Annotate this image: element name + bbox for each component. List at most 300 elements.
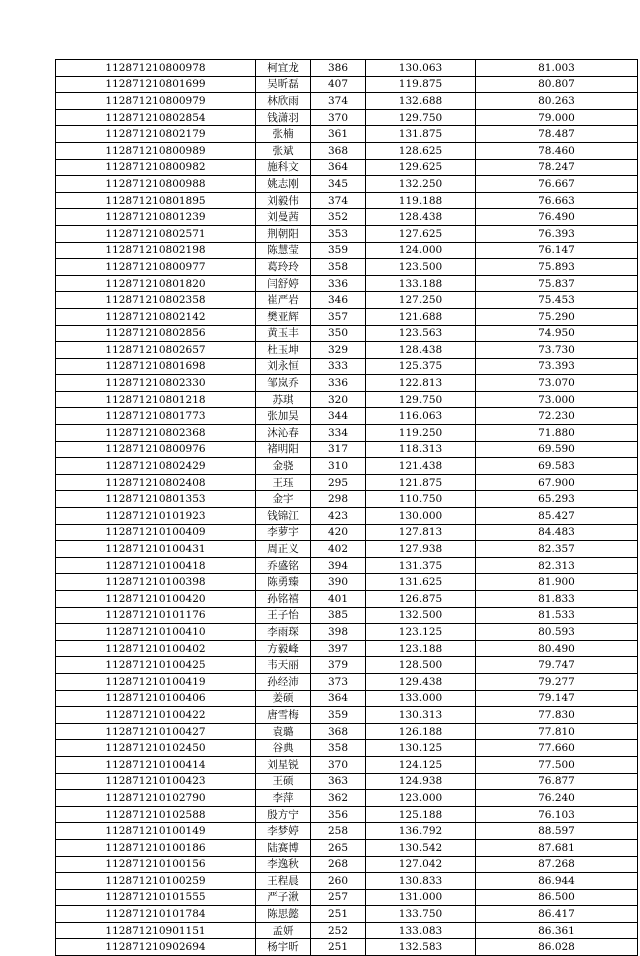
table-row (56, 889, 638, 906)
score-2-cell: 129.750 (366, 109, 476, 126)
candidate-id-cell: 112871210100259 (56, 873, 256, 890)
score-1-cell: 370 (311, 756, 366, 773)
score-2-cell: 121.438 (366, 458, 476, 475)
candidate-id-cell: 112871210801698 (56, 358, 256, 375)
score-2-cell: 136.792 (366, 823, 476, 840)
candidate-id-cell: 112871210100420 (56, 591, 256, 608)
score-3-cell: 75.893 (476, 259, 638, 276)
candidate-id-cell: 112871210100425 (56, 657, 256, 674)
score-3-cell: 80.593 (476, 624, 638, 641)
score-1-cell: 295 (311, 474, 366, 491)
candidate-id-cell: 112871210100409 (56, 524, 256, 541)
score-3-cell: 80.263 (476, 93, 638, 110)
candidate-id-cell: 112871210802571 (56, 225, 256, 242)
score-3-cell: 77.500 (476, 756, 638, 773)
score-1-cell: 379 (311, 657, 366, 674)
score-2-cell: 118.313 (366, 441, 476, 458)
candidate-id-cell: 112871210802179 (56, 126, 256, 143)
score-1-cell: 357 (311, 308, 366, 325)
score-2-cell: 125.188 (366, 806, 476, 823)
score-3-cell: 67.900 (476, 474, 638, 491)
score-1-cell: 364 (311, 690, 366, 707)
score-3-cell: 69.583 (476, 458, 638, 475)
candidate-id-cell: 112871210101923 (56, 508, 256, 525)
candidate-id-cell: 112871210100149 (56, 823, 256, 840)
score-3-cell: 86.028 (476, 939, 638, 956)
score-2-cell: 132.583 (366, 939, 476, 956)
score-3-cell: 79.277 (476, 673, 638, 690)
score-3-cell: 86.361 (476, 922, 638, 939)
score-3-cell: 76.663 (476, 192, 638, 209)
candidate-id-cell: 112871210100427 (56, 723, 256, 740)
score-3-cell: 79.000 (476, 109, 638, 126)
table-row (56, 60, 638, 77)
name-cell: 苏琪 (256, 391, 311, 408)
score-2-cell: 127.250 (366, 292, 476, 309)
candidate-id-cell: 112871210102790 (56, 790, 256, 807)
name-cell: 殷方宁 (256, 806, 311, 823)
table-row (56, 557, 638, 574)
name-cell: 吴昕磊 (256, 76, 311, 93)
table-row (56, 491, 638, 508)
score-1-cell: 268 (311, 856, 366, 873)
score-2-cell: 131.875 (366, 126, 476, 143)
score-3-cell: 88.597 (476, 823, 638, 840)
score-2-cell: 130.063 (366, 60, 476, 77)
score-1-cell: 260 (311, 873, 366, 890)
score-1-cell: 346 (311, 292, 366, 309)
candidate-id-cell: 112871210801239 (56, 209, 256, 226)
candidate-id-cell: 112871210800989 (56, 142, 256, 159)
name-cell: 严子湫 (256, 889, 311, 906)
name-cell: 韦天丽 (256, 657, 311, 674)
score-2-cell: 128.625 (366, 142, 476, 159)
score-1-cell: 258 (311, 823, 366, 840)
table-row (56, 342, 638, 359)
name-cell: 刘毅伟 (256, 192, 311, 209)
candidate-id-cell: 112871210800979 (56, 93, 256, 110)
name-cell: 张楠 (256, 126, 311, 143)
score-3-cell: 81.003 (476, 60, 638, 77)
score-2-cell: 133.750 (366, 906, 476, 923)
table-row (56, 292, 638, 309)
candidate-id-cell: 112871210802330 (56, 375, 256, 392)
name-cell: 葛玲玲 (256, 259, 311, 276)
score-2-cell: 128.500 (366, 657, 476, 674)
score-1-cell: 368 (311, 142, 366, 159)
candidate-id-cell: 112871210800977 (56, 259, 256, 276)
name-cell: 李萍 (256, 790, 311, 807)
score-2-cell: 123.000 (366, 790, 476, 807)
table-row (56, 773, 638, 790)
name-cell: 孙经沛 (256, 673, 311, 690)
score-1-cell: 334 (311, 425, 366, 442)
candidate-id-cell: 112871210802856 (56, 325, 256, 342)
name-cell: 陈思懿 (256, 906, 311, 923)
name-cell: 刘星锐 (256, 756, 311, 773)
candidate-id-cell: 112871210801218 (56, 391, 256, 408)
score-2-cell: 131.000 (366, 889, 476, 906)
name-cell: 姜硕 (256, 690, 311, 707)
score-3-cell: 71.880 (476, 425, 638, 442)
score-2-cell: 124.125 (366, 756, 476, 773)
name-cell: 黄玉丰 (256, 325, 311, 342)
score-2-cell: 132.500 (366, 607, 476, 624)
name-cell: 金骁 (256, 458, 311, 475)
score-2-cell: 124.938 (366, 773, 476, 790)
name-cell: 乔盛铭 (256, 557, 311, 574)
score-3-cell: 73.000 (476, 391, 638, 408)
score-3-cell: 87.681 (476, 839, 638, 856)
score-1-cell: 359 (311, 707, 366, 724)
name-cell: 钱潇羽 (256, 109, 311, 126)
score-3-cell: 78.247 (476, 159, 638, 176)
score-2-cell: 127.813 (366, 524, 476, 541)
score-1-cell: 336 (311, 375, 366, 392)
score-1-cell: 265 (311, 839, 366, 856)
score-1-cell: 385 (311, 607, 366, 624)
table-row (56, 259, 638, 276)
name-cell: 褚明阳 (256, 441, 311, 458)
name-cell: 林欣雨 (256, 93, 311, 110)
table-row (56, 275, 638, 292)
candidate-id-cell: 112871210800982 (56, 159, 256, 176)
score-2-cell: 129.438 (366, 673, 476, 690)
score-3-cell: 74.950 (476, 325, 638, 342)
score-3-cell: 76.103 (476, 806, 638, 823)
name-cell: 方毅峰 (256, 640, 311, 657)
name-cell: 刘曼茜 (256, 209, 311, 226)
table-row (56, 574, 638, 591)
candidate-id-cell: 112871210901151 (56, 922, 256, 939)
score-3-cell: 75.453 (476, 292, 638, 309)
score-1-cell: 356 (311, 806, 366, 823)
score-1-cell: 370 (311, 109, 366, 126)
candidate-id-cell: 112871210102450 (56, 740, 256, 757)
candidate-id-cell: 112871210902694 (56, 939, 256, 956)
table-row (56, 806, 638, 823)
score-2-cell: 126.188 (366, 723, 476, 740)
score-2-cell: 119.875 (366, 76, 476, 93)
table-row (56, 906, 638, 923)
name-cell: 刘永恒 (256, 358, 311, 375)
score-3-cell: 72.230 (476, 408, 638, 425)
score-1-cell: 402 (311, 541, 366, 558)
score-2-cell: 119.188 (366, 192, 476, 209)
score-2-cell: 130.125 (366, 740, 476, 757)
name-cell: 孟妍 (256, 922, 311, 939)
score-2-cell: 129.625 (366, 159, 476, 176)
table-row (56, 756, 638, 773)
score-2-cell: 121.875 (366, 474, 476, 491)
name-cell: 袁璐 (256, 723, 311, 740)
score-1-cell: 298 (311, 491, 366, 508)
name-cell: 闫舒婷 (256, 275, 311, 292)
score-3-cell: 75.290 (476, 308, 638, 325)
candidate-id-cell: 112871210802854 (56, 109, 256, 126)
score-2-cell: 124.000 (366, 242, 476, 259)
table-row (56, 308, 638, 325)
name-cell: 邹岚乔 (256, 375, 311, 392)
name-cell: 樊亚辉 (256, 308, 311, 325)
score-2-cell: 133.083 (366, 922, 476, 939)
candidate-id-cell: 112871210101176 (56, 607, 256, 624)
score-1-cell: 373 (311, 673, 366, 690)
score-1-cell: 320 (311, 391, 366, 408)
score-1-cell: 345 (311, 176, 366, 193)
name-cell: 张加昊 (256, 408, 311, 425)
score-1-cell: 358 (311, 740, 366, 757)
score-3-cell: 76.240 (476, 790, 638, 807)
score-3-cell: 81.900 (476, 574, 638, 591)
name-cell: 柯宜龙 (256, 60, 311, 77)
score-3-cell: 78.460 (476, 142, 638, 159)
score-1-cell: 257 (311, 889, 366, 906)
score-3-cell: 73.730 (476, 342, 638, 359)
score-2-cell: 130.000 (366, 508, 476, 525)
candidate-id-cell: 112871210100410 (56, 624, 256, 641)
name-cell: 钱锦江 (256, 508, 311, 525)
score-2-cell: 123.563 (366, 325, 476, 342)
score-2-cell: 130.833 (366, 873, 476, 890)
table-row (56, 375, 638, 392)
table-row (56, 508, 638, 525)
score-2-cell: 130.313 (366, 707, 476, 724)
table-row (56, 109, 638, 126)
table-row (56, 142, 638, 159)
score-2-cell: 127.938 (366, 541, 476, 558)
score-1-cell: 358 (311, 259, 366, 276)
candidate-id-cell: 112871210100186 (56, 839, 256, 856)
table-row (56, 209, 638, 226)
candidate-id-cell: 112871210801895 (56, 192, 256, 209)
score-3-cell: 76.147 (476, 242, 638, 259)
name-cell: 李逸秋 (256, 856, 311, 873)
table-row (56, 524, 638, 541)
score-3-cell: 82.357 (476, 541, 638, 558)
score-1-cell: 350 (311, 325, 366, 342)
score-1-cell: 310 (311, 458, 366, 475)
table-row (56, 325, 638, 342)
score-3-cell: 81.533 (476, 607, 638, 624)
table-row (56, 657, 638, 674)
table-row (56, 673, 638, 690)
candidate-id-cell: 112871210801353 (56, 491, 256, 508)
table-row (56, 441, 638, 458)
score-3-cell: 81.833 (476, 591, 638, 608)
score-1-cell: 362 (311, 790, 366, 807)
score-3-cell: 82.313 (476, 557, 638, 574)
table-row (56, 723, 638, 740)
table-row (56, 640, 638, 657)
score-1-cell: 352 (311, 209, 366, 226)
score-3-cell: 69.590 (476, 441, 638, 458)
candidate-id-cell: 112871210100431 (56, 541, 256, 558)
score-3-cell: 73.070 (476, 375, 638, 392)
candidate-id-cell: 112871210802358 (56, 292, 256, 309)
score-1-cell: 394 (311, 557, 366, 574)
score-2-cell: 127.625 (366, 225, 476, 242)
candidate-id-cell: 112871210100156 (56, 856, 256, 873)
score-1-cell: 398 (311, 624, 366, 641)
table-row (56, 159, 638, 176)
candidate-id-cell: 112871210100406 (56, 690, 256, 707)
table-row (56, 242, 638, 259)
candidate-id-cell: 112871210100419 (56, 673, 256, 690)
name-cell: 杜玉坤 (256, 342, 311, 359)
candidate-id-cell: 112871210802142 (56, 308, 256, 325)
score-1-cell: 374 (311, 93, 366, 110)
table-row (56, 93, 638, 110)
candidate-id-cell: 112871210802657 (56, 342, 256, 359)
score-3-cell: 86.417 (476, 906, 638, 923)
score-1-cell: 361 (311, 126, 366, 143)
table-row (56, 707, 638, 724)
candidate-id-cell: 112871210101555 (56, 889, 256, 906)
score-3-cell: 75.837 (476, 275, 638, 292)
score-2-cell: 126.875 (366, 591, 476, 608)
score-2-cell: 123.125 (366, 624, 476, 641)
score-3-cell: 86.500 (476, 889, 638, 906)
table-row (56, 458, 638, 475)
candidate-id-cell: 112871210801820 (56, 275, 256, 292)
candidate-id-cell: 112871210100422 (56, 707, 256, 724)
name-cell: 唐雪梅 (256, 707, 311, 724)
name-cell: 张斌 (256, 142, 311, 159)
candidate-id-cell: 112871210102588 (56, 806, 256, 823)
table-row (56, 358, 638, 375)
table-row (56, 607, 638, 624)
score-1-cell: 329 (311, 342, 366, 359)
name-cell: 李萝宇 (256, 524, 311, 541)
score-3-cell: 80.807 (476, 76, 638, 93)
name-cell: 陆赛博 (256, 839, 311, 856)
score-1-cell: 390 (311, 574, 366, 591)
score-1-cell: 317 (311, 441, 366, 458)
name-cell: 谷典 (256, 740, 311, 757)
score-1-cell: 359 (311, 242, 366, 259)
score-2-cell: 123.500 (366, 259, 476, 276)
name-cell: 姚志刚 (256, 176, 311, 193)
table-row (56, 126, 638, 143)
table-row (56, 922, 638, 939)
candidate-id-cell: 112871210100418 (56, 557, 256, 574)
name-cell: 王子怡 (256, 607, 311, 624)
score-3-cell: 86.944 (476, 873, 638, 890)
name-cell: 王硕 (256, 773, 311, 790)
name-cell: 金宇 (256, 491, 311, 508)
score-table (55, 59, 638, 956)
score-3-cell: 85.427 (476, 508, 638, 525)
score-1-cell: 374 (311, 192, 366, 209)
table-row (56, 391, 638, 408)
candidate-id-cell: 112871210802198 (56, 242, 256, 259)
score-1-cell: 364 (311, 159, 366, 176)
name-cell: 荆朝阳 (256, 225, 311, 242)
score-3-cell: 76.877 (476, 773, 638, 790)
candidate-id-cell: 112871210100414 (56, 756, 256, 773)
name-cell: 崔严岩 (256, 292, 311, 309)
score-1-cell: 252 (311, 922, 366, 939)
score-3-cell: 65.293 (476, 491, 638, 508)
score-3-cell: 76.393 (476, 225, 638, 242)
table-row (56, 408, 638, 425)
name-cell: 陈勇臻 (256, 574, 311, 591)
table-row (56, 939, 638, 956)
name-cell: 王程晨 (256, 873, 311, 890)
table-row (56, 591, 638, 608)
name-cell: 沐沁春 (256, 425, 311, 442)
name-cell: 周正义 (256, 541, 311, 558)
name-cell: 孙铭禧 (256, 591, 311, 608)
score-3-cell: 77.660 (476, 740, 638, 757)
score-1-cell: 407 (311, 76, 366, 93)
score-3-cell: 77.830 (476, 707, 638, 724)
score-1-cell: 423 (311, 508, 366, 525)
name-cell: 杨宇昕 (256, 939, 311, 956)
score-2-cell: 125.375 (366, 358, 476, 375)
table-row (56, 624, 638, 641)
score-2-cell: 110.750 (366, 491, 476, 508)
name-cell: 王珏 (256, 474, 311, 491)
candidate-id-cell: 112871210100423 (56, 773, 256, 790)
candidate-id-cell: 112871210802368 (56, 425, 256, 442)
score-1-cell: 344 (311, 408, 366, 425)
score-2-cell: 122.813 (366, 375, 476, 392)
score-2-cell: 128.438 (366, 209, 476, 226)
score-3-cell: 84.483 (476, 524, 638, 541)
score-2-cell: 129.750 (366, 391, 476, 408)
score-1-cell: 420 (311, 524, 366, 541)
candidate-id-cell: 112871210801699 (56, 76, 256, 93)
table-row (56, 873, 638, 890)
score-2-cell: 123.188 (366, 640, 476, 657)
score-1-cell: 397 (311, 640, 366, 657)
table-row (56, 790, 638, 807)
score-1-cell: 363 (311, 773, 366, 790)
table-row (56, 192, 638, 209)
candidate-id-cell: 112871210802408 (56, 474, 256, 491)
table-row (56, 541, 638, 558)
score-3-cell: 87.268 (476, 856, 638, 873)
score-1-cell: 353 (311, 225, 366, 242)
table-row (56, 839, 638, 856)
score-2-cell: 132.688 (366, 93, 476, 110)
table-row (56, 225, 638, 242)
score-1-cell: 251 (311, 939, 366, 956)
table-row (56, 474, 638, 491)
candidate-id-cell: 112871210800988 (56, 176, 256, 193)
candidate-id-cell: 112871210800978 (56, 60, 256, 77)
table-row (56, 176, 638, 193)
score-1-cell: 368 (311, 723, 366, 740)
score-2-cell: 128.438 (366, 342, 476, 359)
table-row (56, 690, 638, 707)
score-2-cell: 131.625 (366, 574, 476, 591)
name-cell: 李雨琛 (256, 624, 311, 641)
table-body (56, 60, 638, 956)
score-2-cell: 130.542 (366, 839, 476, 856)
score-2-cell: 119.250 (366, 425, 476, 442)
score-3-cell: 80.490 (476, 640, 638, 657)
score-1-cell: 401 (311, 591, 366, 608)
score-3-cell: 79.147 (476, 690, 638, 707)
name-cell: 陈慧莹 (256, 242, 311, 259)
name-cell: 李梦婷 (256, 823, 311, 840)
score-1-cell: 336 (311, 275, 366, 292)
score-2-cell: 121.688 (366, 308, 476, 325)
score-3-cell: 76.490 (476, 209, 638, 226)
